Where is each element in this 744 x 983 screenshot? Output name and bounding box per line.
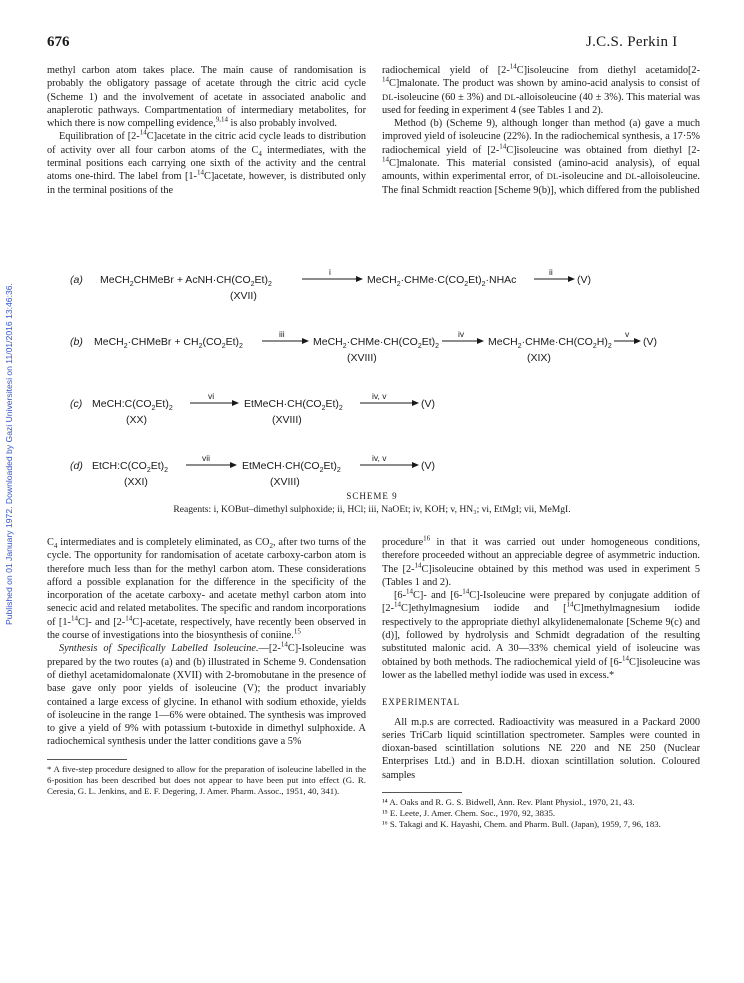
scheme-row-c — [70, 391, 435, 426]
scheme-reagents: Reagents: i, KOBut–dimethyl sulphoxide; ii, HCl; iii, NaOEt; iv, KOH; v, HN₃; vi, EtMgI; vii, MeMgI. — [173, 504, 571, 515]
svg-text:MeCH2·CHMe·C(CO2Et)2·NHAc: $MeCH_2\cdot CHMe\cdot C(CO_2Et)_2\cdot NHAc$ — [367, 274, 517, 288]
svg-text:(V): (V) — [421, 460, 435, 472]
page-number: 676 — [47, 34, 70, 50]
svg-text:iv, v: iv, v — [372, 391, 387, 401]
svg-text:(XVII): (XVII) — [230, 290, 257, 302]
svg-text:(XVIII): (XVIII) — [270, 476, 300, 488]
svg-text:EtCH:C(CO2Et)2: $EtCH:C(CO_2Et)_2$ — [92, 460, 169, 474]
svg-text:iv: iv — [458, 329, 465, 339]
svg-text:(c): (c) — [70, 398, 83, 410]
svg-text:(XVIII): (XVIII) — [272, 414, 302, 426]
svg-text:i: i — [329, 267, 331, 277]
section-heading: EXPERIMENTAL — [382, 697, 460, 708]
download-watermark: Published on 01 January 1972. Downloaded by Gazi Universitesi on 11/01/2016 13:46:36. — [4, 283, 14, 625]
svg-text:EtMeCH·CH(CO2Et)2: $EtMeCH\cdot CH(CO_2Et)_2$ — [244, 398, 343, 412]
svg-text:(V): (V) — [643, 336, 657, 348]
svg-text:(d): (d) — [70, 460, 83, 472]
svg-text:(XXI): (XXI) — [124, 476, 148, 488]
paragraph: radiochemical yield of [2-$^{14}$C]isoleucine from diethyl acetamido[2-$^{14}$C]malonate. The product was shown by amino-acid analysis to consist of DL-isoleucine (60 ± 3%) and DL-alloisoleucine (40 ± 3%). This material was used for feeding in experiment 4 (see Tables 1 and 2). — [382, 62, 700, 116]
scheme-row-b — [70, 329, 657, 364]
svg-text:iv, v: iv, v — [372, 453, 387, 463]
paragraph: [6-$^{14}$C]- and [6-$^{14}$C]-Isoleucine were prepared by conjugate addition of [2-$^{14}$C]ethylmagnesium iodide and [$^{14}$C]methylmagnesium iodide respectively to the appropriate diethyl alkylidenemalonate [Scheme 9(c) and (d)], followed by hydrolysis and Schmidt degradation of the resulting substituted malonic acid. A 30—33% chemical yield of isoleucine was obtained by both methods. The radiochemical yield of [6-$^{14}$C]isoleucine was lower as the labelled methyl iodide was used in excess.* — [382, 587, 701, 681]
reference-item: ¹⁴ A. Oaks and R. G. S. Bidwell, Ann. Rev. Plant Physiol., 1970, 21, 43. — [382, 797, 635, 808]
paragraph: All m.p.s are corrected. Radioactivity was measured in a Packard 2000 series TriCarb liquid scintillation spectrometer. Samples were counted in dioxan-based scintillation solutions NE 220 and NE 250 (Nuclear Enterprises Ltd.) and in B.D.H. dioxan scintillation solution. Coloured samples — [382, 716, 700, 781]
scheme-row-a — [70, 267, 591, 302]
svg-text:(XIX): (XIX) — [527, 352, 551, 364]
left-column-top — [47, 64, 366, 197]
paragraph: $C_4$ intermediates and is completely eliminated, as $CO_2$, after two turns of the cycle. The opportunity for randomisation of acetate carboxy-carbon atom is therefore much less than for the methyl carbon atom. These considerations afford a possible explanation for the difference in the specificity of the incorporation of the acetate carboxy- and acetate methyl carbon atom into senecic acid and related metabolites. The specific and random incorporations of [1-$^{14}$C]- and [2-$^{14}$C]-acetate, respectively, have recently been observed in the course of investigations into the biosynthesis of coniine.$^{15}$ — [47, 537, 366, 642]
svg-text:EtMeCH·CH(CO2Et)2: $EtMeCH\cdot CH(CO_2Et)_2$ — [242, 460, 341, 474]
reference-item: ¹⁵ E. Leete, J. Amer. Chem. Soc., 1970, 92, 3835. — [382, 808, 556, 819]
left-column-bottom — [47, 536, 366, 797]
svg-text:(XVIII): (XVIII) — [347, 352, 377, 364]
svg-text:iii: iii — [279, 329, 285, 339]
svg-text:vi: vi — [208, 391, 215, 401]
svg-text:MeCH2·CHMeBr + CH2(CO2Et)2: MeCH$_2$·CHMeBr + $CH_2(CO_2Et)_2$ — [94, 336, 243, 350]
svg-text:MeCH2·CHMe·CH(CO2Et)2: $MeCH_2\cdot CHMe\cdot CH(CO_2Et)_2$ — [313, 336, 440, 350]
svg-text:(V): (V) — [577, 274, 591, 286]
reference-item: ¹⁶ S. Takagi and K. Hayashi, Chem. and Pharm. Bull. (Japan), 1959, 7, 96, 183. — [382, 819, 661, 830]
scheme-row-d — [70, 453, 435, 488]
paragraph: Method (b) (Scheme 9), although longer than method (a) gave a much improved yield of isoleucine (22%). In the radiochemical synthesis, a 17·5% radiochemical yield of [2-$^{14}$C]isoleucine was obtained from diethyl [2-$^{14}$C]malonate. This material consisted (amino-acid analysis), of equal amounts, within experimental error, of DL-isoleucine and DL-alloisoleucine. The final Schmidt reaction [Scheme 9(b)], which differed from the published — [382, 118, 700, 196]
scheme-diagram — [40, 265, 704, 491]
journal-title: J.C.S. Perkin I — [586, 34, 678, 50]
footnote-rule — [382, 792, 462, 793]
scheme-caption: SCHEME 9 — [346, 491, 398, 501]
svg-text:MeCH2CHMeBr + AcNH·CH(CO2Et): MeCH$_2$CHMeBr + $AcNH\cdot CH(CO_2Et)_2$ — [100, 274, 272, 288]
paragraph: procedure$^{16}$ in that it was carried out under homogeneous conditions, therefore proceeded without an appreciable degree of asymmetric induction. The [2-$^{14}$C]isoleucine obtained by this method was used in experiment 5 (Tables 1 and 2). — [382, 534, 700, 588]
right-column-bottom — [382, 536, 700, 830]
footnote-rule — [47, 759, 127, 760]
footnote: * A five-step procedure designed to allow for the preparation of isoleucine labelled in the 6-position has been described but does not appear to have been put into effect (G. R. Ceresia, G. L. Jenkins, and E. F. Degering, J. Amer. Pharm. Assoc., 1951, 40, 341). — [47, 763, 366, 796]
paragraph: Synthesis of Specifically Labelled Isoleucine.—[2-$^{14}$C]-Isoleucine was prepared by the two routes (a) and (b) illustrated in Scheme 9. Condensation of diethyl acetamidomalonate (XVII) with 2-bromobutane in the presence of base gave only poor yields of isoleucine (V); the product invariably contained a large excess of glycine. In ethanol with sodium ethoxide, yields of isoleucine in the range 1—6% were obtained. The synthesis was improved to give a yield of 9% with potassium t-butoxide in dimethyl sulphoxide. A radiochemical synthesis under the latter conditions gave a 5% — [47, 640, 366, 748]
svg-text:(a): (a) — [70, 274, 83, 286]
paragraph: Equilibration of [2-$^{14}$C]acetate in the citric acid cycle leads to distribution of activity over all four carbon atoms of the $C_4$ intermediates, with the terminal positions each carrying one sixth of the activity and the central atoms one-third. The label from [1-$^{14}$C]acetate, however, is distributed only in the terminal positions of the — [47, 129, 366, 196]
svg-text:(b): (b) — [70, 336, 83, 348]
svg-text:vii: vii — [202, 453, 211, 463]
right-column-top — [382, 64, 700, 197]
svg-text:MeCH:C(CO2Et)2: $MeCH:C(CO_2Et)_2$ — [92, 398, 173, 412]
reference-list — [382, 797, 700, 830]
svg-text:MeCH2·CHMe·CH(CO2H)2: $MeCH_2\cdot CHMe\cdot CH(CO_2H)_2$ — [488, 336, 612, 350]
svg-text:(V): (V) — [421, 398, 435, 410]
svg-text:ii: ii — [549, 267, 553, 277]
paragraph: methyl carbon atom takes place. The main cause of randomisation is probably the obligatory passage of acetate through the citric acid cycle (Scheme 1) and the involvement of acetate in associated anabolic and anaplerotic pathways. Compartmentation of intermediary metabolites, for which there is now compelling evidence,$^{9,14}$ is also probably involved. — [47, 65, 366, 130]
svg-text:(XX): (XX) — [126, 414, 147, 426]
svg-text:v: v — [625, 329, 630, 339]
scheme-9 — [40, 265, 704, 515]
